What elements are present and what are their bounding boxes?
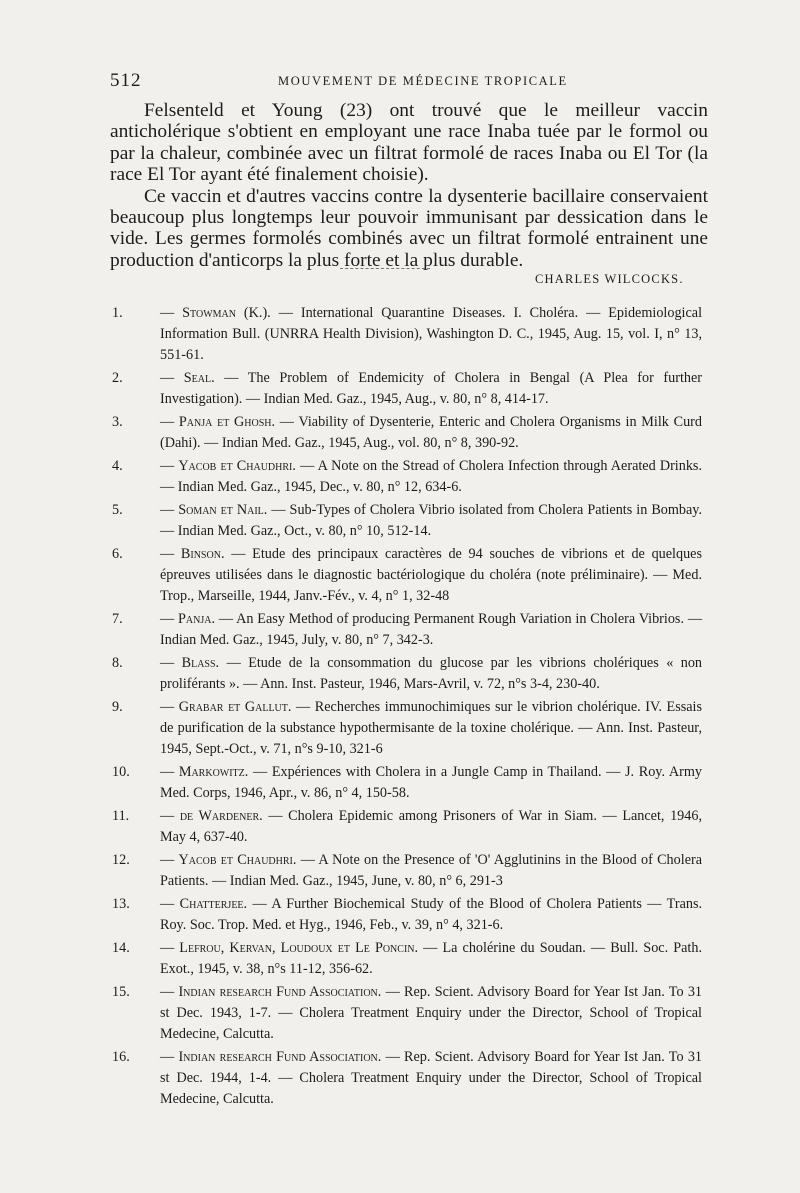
reference-dash: — xyxy=(160,655,182,671)
reference-text: — Rep. Scient. Advisory Board for Year Ist Jan. To 31 st Dec. 1944, 1-4. — Cholera Treatment Enquiry under the Director, School of Tropical Medecine, Calcutta. xyxy=(160,1049,703,1107)
reference-item xyxy=(112,412,702,454)
reference-dash: — xyxy=(160,699,179,715)
reference-content xyxy=(160,1047,702,1110)
reference-content xyxy=(160,982,702,1045)
reference-number: 16. xyxy=(112,1049,130,1065)
reference-number: 2. xyxy=(112,370,123,386)
reference-text: — Etude des principaux caractères de 94 souches de vibrions et de quelques épreuves utilisées dans le diagnostic bactériologique du choléra (note préliminaire). — Med. Trop., Marseille, 1944, Janv.-Fév., v. 4, n° 1, 32-48 xyxy=(160,546,703,604)
reference-text: — Cholera Epidemic among Prisoners of War in Siam. — Lancet, 1946, May 4, 637-40. xyxy=(160,808,703,845)
reference-content xyxy=(160,500,702,542)
intro-paragraph: Ce vaccin et d'autres vaccins contre la dysenterie bacillaire conservaient beaucoup plus longtemps leur pouvoir immunisant par dessication dans le vide. Les germes formolés combinés avec un filtrat formolé entrainent une production d'anticorps la plus forte et la plus durable. xyxy=(110,185,708,271)
reference-dash: — xyxy=(160,546,181,562)
reference-author: Yacob et Chaudhri. xyxy=(178,852,297,868)
reference-number: 13. xyxy=(112,896,130,912)
reference-text: — Viability of Dysenterie, Enteric and Cholera Organisms in Milk Curd (Dahi). — Indian Med. Gaz., 1945, Aug., vol. 80, n° 8, 390-92. xyxy=(160,414,702,451)
reference-text: — Expériences with Cholera in a Jungle Camp in Thailand. — J. Roy. Army Med. Corps, 1946, Apr., v. 86, n° 4, 150-58. xyxy=(160,764,702,801)
reference-item xyxy=(112,850,702,892)
reference-dash: — xyxy=(160,852,179,868)
reference-content xyxy=(160,368,702,410)
reference-text: — A Further Biochemical Study of the Blood of Cholera Patients — Trans. Roy. Soc. Trop. Med. et Hyg., 1946, Feb., v. 39, n° 4, 321-6. xyxy=(160,896,703,933)
reference-content xyxy=(160,697,702,760)
reference-item xyxy=(112,938,702,980)
reference-list xyxy=(112,303,702,1112)
reference-text: — Sub-Types of Cholera Vibrio isolated from Cholera Patients in Bombay. — Indian Med. Gaz., Oct., v. 80, n° 10, 512-14. xyxy=(160,502,703,539)
reference-text: — Recherches immunochimiques sur le vibrion cholérique. IV. Essais de purification de la substance hypothermisante de la toxine cholérique. — Ann. Inst. Pasteur, 1945, Sept.-Oct., v. 71, n°s 9-10, 321-6 xyxy=(160,699,703,757)
reference-item xyxy=(112,544,702,607)
reference-text: — A Note on the Presence of 'O' Agglutinins in the Blood of Cholera Patients. — Indian Med. Gaz., 1945, June, v. 80, n° 6, 291-3 xyxy=(160,852,703,889)
separator-rule xyxy=(340,268,430,269)
intro-text xyxy=(110,100,708,271)
reference-item xyxy=(112,697,702,760)
reference-text: — The Problem of Endemicity of Cholera in Bengal (A Plea for further Investigation). — Indian Med. Gaz., 1945, Aug., v. 80, n° 8, 414-17. xyxy=(160,370,703,407)
reference-content xyxy=(160,938,702,980)
reference-author: Markowitz. xyxy=(178,764,249,780)
reference-dash: — xyxy=(160,414,179,430)
reference-author: Yacob et Chaudhri. xyxy=(178,458,296,474)
running-title: MOUVEMENT DE MÉDECINE TROPICALE xyxy=(278,74,568,88)
reference-content xyxy=(160,894,702,936)
reference-author: Stowman (K.). xyxy=(182,305,271,321)
reference-number: 11. xyxy=(112,808,130,824)
reference-dash: — xyxy=(160,808,180,824)
reference-item xyxy=(112,982,702,1045)
reference-author: Panja. xyxy=(178,611,216,627)
reference-author: Soman et Nail. xyxy=(178,502,268,518)
reference-text: — International Quarantine Diseases. I. Choléra. — Epidemiological Information Bull. (UNRRA Health Division), Washington D. C., 1945, Aug. 15, vol. I, n° 13, 551-61. xyxy=(160,305,703,363)
reference-author: Indian research Fund Association. xyxy=(178,1049,382,1065)
reference-number: 7. xyxy=(112,611,123,627)
reference-author: de Wardener. xyxy=(179,808,263,824)
reference-item xyxy=(112,368,702,410)
signature: CHARLES WILCOCKS. xyxy=(535,272,684,286)
reference-item xyxy=(112,653,702,695)
reference-author: Grabar et Gallut. xyxy=(178,699,292,715)
reference-dash: — xyxy=(160,611,179,627)
reference-number: 12. xyxy=(112,852,130,868)
reference-dash: — xyxy=(160,896,180,912)
reference-number: 3. xyxy=(112,414,123,430)
reference-content xyxy=(160,762,702,804)
reference-content xyxy=(160,653,702,695)
reference-author: Panja et Ghosh. xyxy=(178,414,276,430)
reference-item xyxy=(112,303,702,366)
reference-item xyxy=(112,500,702,542)
reference-dash: — xyxy=(160,458,179,474)
reference-content xyxy=(160,850,702,892)
reference-author: Chatterjee. xyxy=(179,896,248,912)
reference-author: Lefrou, Kervan, Loudoux et Le Poncin. xyxy=(179,940,419,956)
reference-number: 6. xyxy=(112,546,123,562)
page-number: 512 xyxy=(110,70,142,91)
reference-dash: — xyxy=(160,1049,179,1065)
reference-dash: — xyxy=(160,502,179,518)
reference-dash: — xyxy=(160,984,179,1000)
reference-item xyxy=(112,762,702,804)
reference-item xyxy=(112,806,702,848)
reference-dash: — xyxy=(160,305,183,321)
reference-number: 1. xyxy=(112,305,123,321)
reference-content xyxy=(160,806,702,848)
reference-item xyxy=(112,894,702,936)
reference-author: Seal. xyxy=(183,370,215,386)
reference-content xyxy=(160,456,702,498)
intro-paragraph: Felsenteld et Young (23) ont trouvé que le meilleur vaccin anticholérique s'obtient en employant une race Inaba tuée par le formol ou par la chaleur, combinée avec un filtrat formolé de races Inaba ou El Tor (la race El Tor ayant été finalement choisie). xyxy=(110,100,708,186)
reference-content xyxy=(160,303,702,366)
reference-text: — An Easy Method of producing Permanent Rough Variation in Cholera Vibrios. — Indian Med. Gaz., 1945, July, v. 80, n° 7, 342-3. xyxy=(160,611,703,648)
reference-number: 14. xyxy=(112,940,130,956)
page-header xyxy=(110,70,770,94)
reference-author: Indian research Fund Association. xyxy=(178,984,382,1000)
reference-number: 5. xyxy=(112,502,123,518)
reference-number: 15. xyxy=(112,984,130,1000)
reference-text: — Rep. Scient. Advisory Board for Year Ist Jan. To 31 st Dec. 1943, 1-7. — Cholera Treatment Enquiry under the Director, School of Tropical Medecine, Calcutta. xyxy=(160,984,703,1042)
reference-content xyxy=(160,609,702,651)
reference-dash: — xyxy=(160,940,180,956)
reference-dash: — xyxy=(160,370,184,386)
reference-author: Blass. xyxy=(181,655,220,671)
reference-content xyxy=(160,412,702,454)
reference-number: 8. xyxy=(112,655,123,671)
reference-content xyxy=(160,544,702,607)
reference-item xyxy=(112,609,702,651)
reference-text: — A Note on the Stread of Cholera Infection through Aerated Drinks. — Indian Med. Gaz., 1945, Dec., v. 80, n° 12, 634-6. xyxy=(160,458,702,495)
reference-text: — Etude de la consommation du glucose par les vibrions cholériques « non proliférants ». — Ann. Inst. Pasteur, 1946, Mars-Avril, v. 72, n°s 3-4, 230-40. xyxy=(160,655,703,692)
reference-number: 9. xyxy=(112,699,123,715)
reference-text: — La cholérine du Soudan. — Bull. Soc. Path. Exot., 1945, v. 38, n°s 11-12, 356-62. xyxy=(160,940,703,977)
reference-dash: — xyxy=(160,764,179,780)
reference-item xyxy=(112,1047,702,1110)
reference-number: 10. xyxy=(112,764,130,780)
reference-item xyxy=(112,456,702,498)
reference-author: Binson. xyxy=(180,546,225,562)
reference-number: 4. xyxy=(112,458,123,474)
